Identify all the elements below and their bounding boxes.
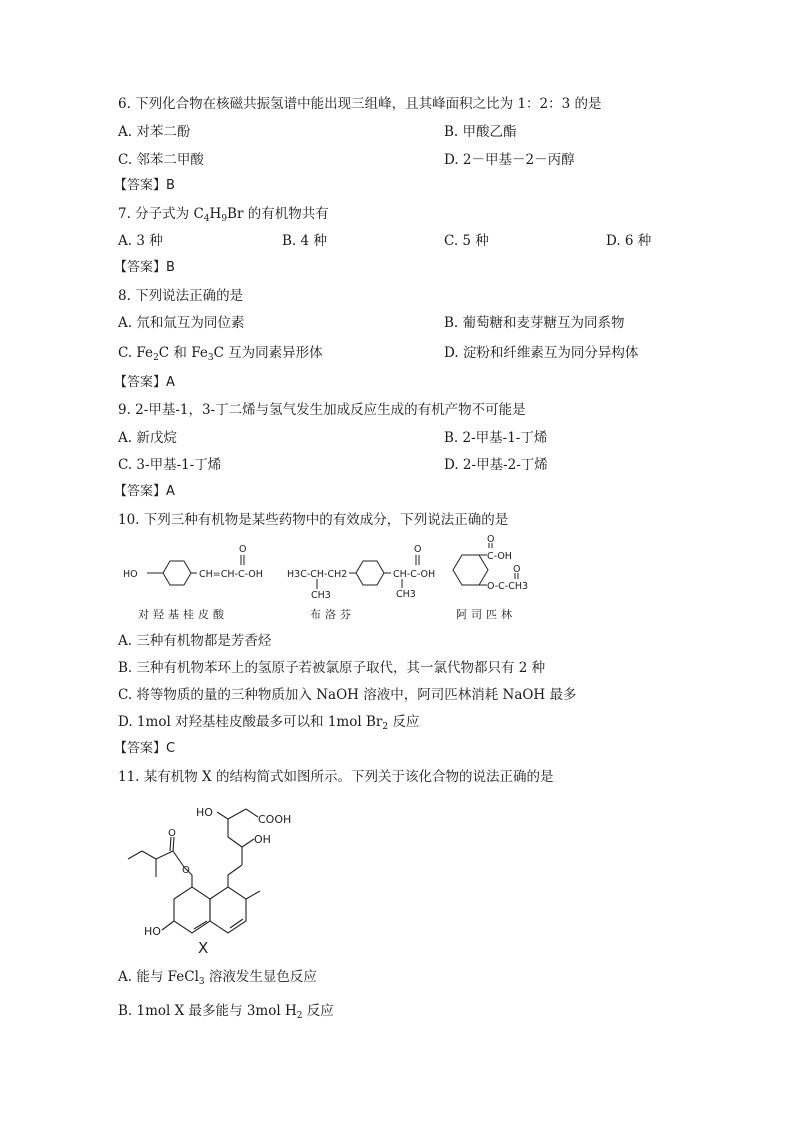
q7-option-a: A. 3 种 [118,233,163,249]
m1-ho-label: HO [123,569,138,580]
caption-p-hydroxycinnamic-acid: 对羟基桂皮酸 [138,608,228,621]
q10-answer: 【答案】C [114,741,176,756]
q9-option-a: A. 新戊烷 [118,430,177,446]
q7-option-c: C. 5 种 [444,233,489,249]
m3-cooh-label: C-OH [487,551,512,562]
q6-option-a: A. 对苯二酚 [118,124,191,140]
q8-option-c: C. $Fe_2C$ 和 $Fe_3C$ 互为同素异形体 [118,345,323,363]
m3-ester-label: O-C-CH3 [487,581,529,592]
m1-chain-label: CH=CH-C-OH [199,569,263,580]
compound-x-label: X [198,939,209,957]
q11-structure-figure [118,795,318,960]
ring-left [174,887,210,933]
q7-option-b: B. 4 种 [282,233,327,249]
q10-option-a: A. 三种有机物都是芳香烃 [118,633,272,649]
q8-stem: 8. 下列说法正确的是 [118,288,244,304]
m2-ch3-label: CH3 [311,590,331,601]
m2-h3c-label: H3C-CH-CH2 [287,569,348,580]
q8-answer: 【答案】A [114,375,175,390]
benzene-ring-3 [453,555,488,585]
q11-option-a: A. 能与 FeCl$_3$ 溶液发生显色反应 [118,969,317,987]
q10-option-c: C. 将等物质的量的三种物质加入 NaOH 溶液中，阿司匹林消耗 NaOH 最多 [118,687,577,703]
ho-label-bottom: HO [144,925,161,938]
q9-option-d: D. 2-甲基-2-丁烯 [444,457,548,473]
benzene-ring-1 [163,561,191,585]
q7-option-d: D. 6 种 [606,233,652,249]
ring-right [210,887,246,933]
q9-option-b: B. 2-甲基-1-丁烯 [444,430,548,446]
m3-carbonyl-o1: O [487,534,495,545]
q10-option-d: D. 1mol 对羟基桂皮酸最多可以和 1mol $Br_2$ 反应 [118,714,420,732]
q7-answer: 【答案】B [114,260,175,275]
m2-acid-label: CH-C-OH [393,569,436,580]
q6-option-b: B. 甲酸乙酯 [444,124,517,140]
cooh-label: COOH [258,813,292,826]
q6-option-c: C. 邻苯二甲酸 [118,152,204,168]
caption-aspirin: 阿司匹林 [456,608,516,621]
q10-structures-figure [115,534,555,605]
m3-carbonyl-o2: O [513,564,521,575]
q8-option-d: D. 淀粉和纤维素互为同分异构体 [444,345,639,361]
m1-carbonyl-o: O [239,544,247,555]
q6-stem: 6. 下列化合物在核磁共振氢谱中能出现三组峰，且其峰面积之比为 1：2：3 的是 [118,96,602,112]
svg-text:O: O [182,865,190,876]
q8-option-a: A. 氘和氚互为同位素 [118,315,245,331]
m2-ch3b-label: CH3 [396,589,416,600]
q8-option-b: B. 葡萄糖和麦芽糖互为同系物 [444,315,625,331]
q9-stem: 9. 2-甲基-1，3-丁二烯与氢气发生加成反应生成的有机产物不可能是 [118,402,526,418]
q7-stem: 7. 分子式为 $C_4H_9Br$ 的有机物共有 [118,206,329,224]
q9-option-c: C. 3-甲基-1-丁烯 [118,457,222,473]
oh-label: OH [254,833,271,846]
benzene-ring-2 [356,561,384,585]
m2-carbonyl-o: O [414,544,422,555]
caption-ibuprofen: 布洛芬 [310,608,355,621]
q10-stem: 10. 下列三种有机物是某些药物中的有效成分，下列说法正确的是 [118,512,509,528]
q11-option-b: B. 1mol X 最多能与 3mol $H_2$ 反应 [118,1003,334,1021]
svg-text:O: O [168,828,176,839]
ho-label-top: HO [196,806,213,819]
q9-answer: 【答案】A [114,484,175,499]
q6-answer: 【答案】B [114,178,175,193]
q11-stem: 11. 某有机物 X 的结构简式如图所示。下列关于该化合物的说法正确的是 [118,769,554,785]
q10-option-b: B. 三种有机物苯环上的氢原子若被氯原子取代，其一氯代物都只有 2 种 [118,660,546,676]
q6-option-d: D. 2－甲基－2－丙醇 [444,152,575,168]
